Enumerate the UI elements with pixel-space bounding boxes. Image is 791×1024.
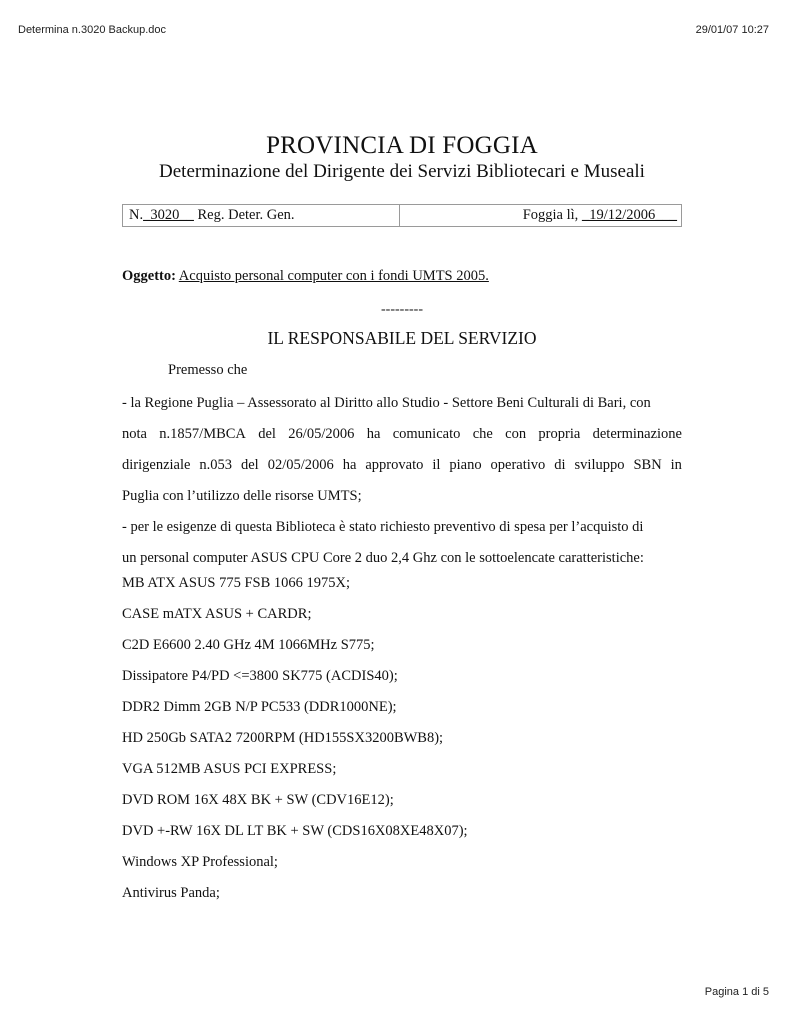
word: n.053 [199,457,233,473]
paragraph-region-puglia [122,388,682,512]
paragraph-line [122,419,682,450]
spec-item: VGA 512MB ASUS PCI EXPRESS; [122,761,337,777]
spec-item: HD 250Gb SATA2 7200RPM (HD155SX3200BWB8); [122,730,444,746]
subject-text: Acquisto personal computer con i fondi UMTS 2005. [178,268,489,284]
number-prefix: N. [129,207,144,223]
word: del [258,426,276,442]
word: propria [538,426,581,442]
word: ha [342,457,357,473]
separator: --------- [381,302,423,317]
place-label: Foggia lì, [522,207,582,223]
paragraph-line [122,450,682,481]
spec-item: Antivirus Panda; [122,885,220,901]
word: n.1857/MBCA [159,426,246,442]
word: 26/05/2006 [288,426,355,442]
spec-item: CASE mATX ASUS + CARDR; [122,606,312,622]
paragraph-line: Puglia con l’utilizzo delle risorse UMTS; [122,488,362,504]
registration-label: Reg. Deter. Gen. [193,207,295,223]
word: approvato [365,457,424,473]
spec-item: MB ATX ASUS 775 FSB 1066 1975X; [122,575,351,591]
word: che [472,426,493,442]
document-title: PROVINCIA DI FOGGIA [266,132,538,159]
spec-item: DVD ROM 16X 48X BK + SW (CDV16E12); [122,792,394,808]
registration-number: _3020__ [143,207,194,223]
word: il [432,457,441,473]
section-title: IL RESPONSABILE DEL SERVIZIO [267,328,537,348]
paragraph-line [122,388,682,419]
print-header-datetime: 29/01/07 10:27 [695,24,769,36]
word: nota [122,426,147,442]
word: operativo [490,457,546,473]
spec-item: DVD +-RW 16X DL LT BK + SW (CDS16X08XE48X07); [122,823,468,839]
place-date-cell [400,205,681,226]
registration-number-cell [123,205,400,226]
word: in [670,457,682,473]
word: sviluppo [574,457,625,473]
paragraph-line: un personal computer ASUS CPU Core 2 duo 2,4 Ghz con le sottoelencate caratteristiche: [122,550,644,566]
print-header-filename: Determina n.3020 Backup.doc [18,24,166,36]
word: determinazione [592,426,682,442]
page-number: Pagina 1 di 5 [704,986,769,998]
spec-item: Dissipatore P4/PD <=3800 SK775 (ACDIS40); [122,668,398,684]
word: dirigenziale [122,457,191,473]
word: del [241,457,259,473]
word: - la Regione Puglia – Assessorato al Diritto allo Studio - Settore Beni Culturali di Bari, con [122,395,651,411]
premesso-text: Premesso che [168,362,248,378]
paragraph-line: - per le esigenze di questa Biblioteca è stato richiesto preventivo di spesa per l’acquisto di [122,519,644,535]
spec-item: DDR2 Dimm 2GB N/P PC533 (DDR1000NE); [122,699,397,715]
word: ha [366,426,381,442]
spec-item: C2D E6600 2.40 GHz 4M 1066MHz S775; [122,637,375,653]
subject-label: Oggetto: [122,268,176,284]
paragraph-library-request [122,512,682,574]
reference-box [122,204,682,227]
document-date: _19/12/2006___ [581,207,677,223]
word: SBN [633,457,662,473]
word: di [554,457,566,473]
document-subtitle: Determinazione del Dirigente dei Servizi Bibliotecari e Museali [159,161,645,182]
word: comunicato [392,426,461,442]
word: piano [449,457,482,473]
spec-item: Windows XP Professional; [122,854,278,870]
subject-line [122,268,489,285]
word: 02/05/2006 [267,457,334,473]
word: con [505,426,527,442]
